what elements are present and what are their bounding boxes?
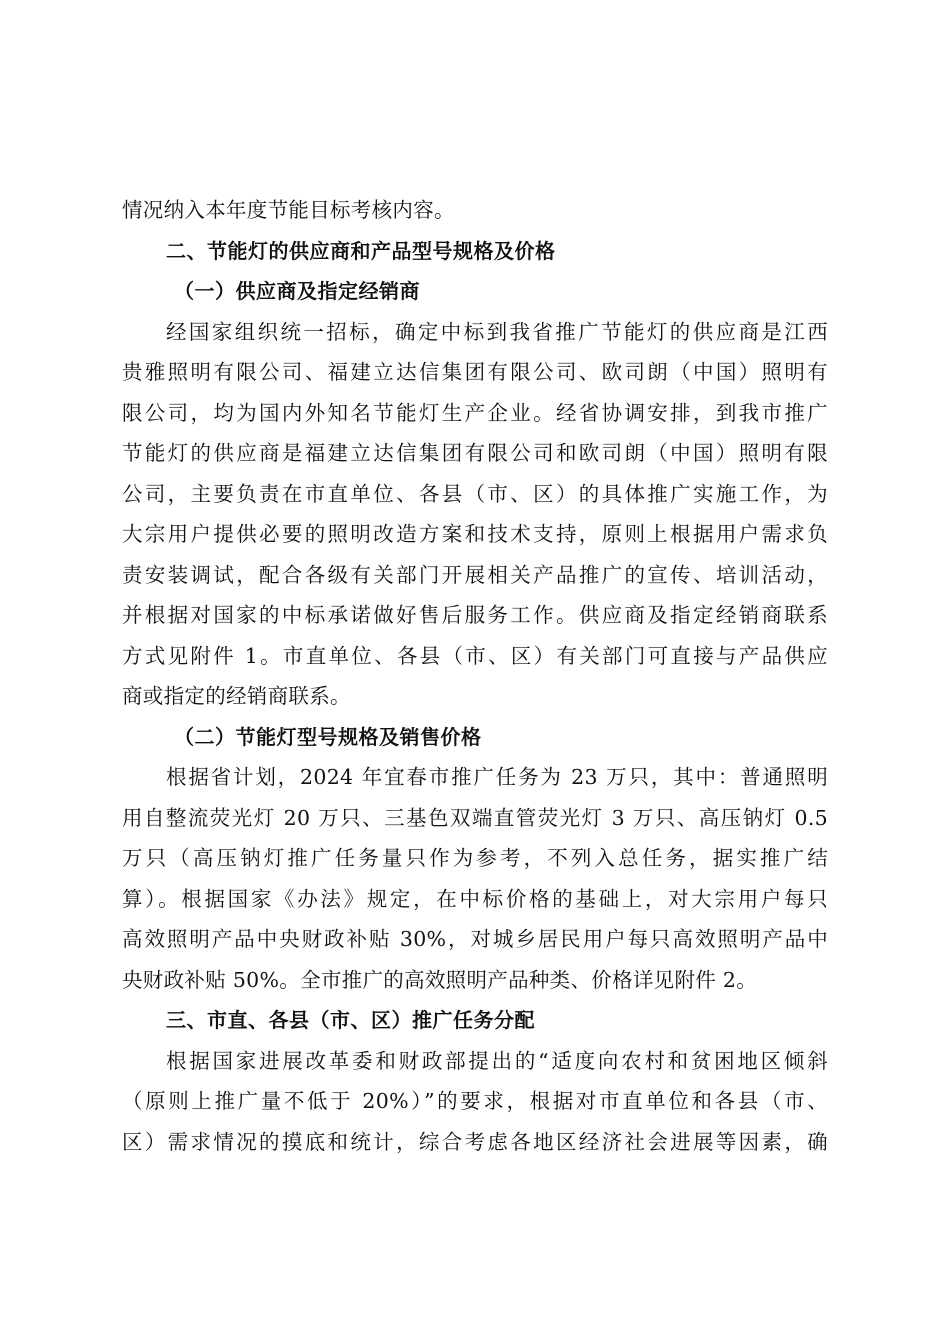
text-line: 高效照明产品中央财政补贴 30%，对城乡居民用户每只高效照明产品中 [122,927,828,951]
text-line: 限公司，均为国内外知名节能灯生产企业。经省协调安排，到我市推广 [122,400,828,425]
text-line: 节能灯的供应商是福建立达信集团有限公司和欧司朗（中国）照明有限 [122,441,828,465]
text-line: 算）。根据国家《办法》规定，在中标价格的基础上，对大宗用户每只 [122,886,828,911]
text-line: 经国家组织统一招标，确定中标到我省推广节能灯的供应商是江西 [166,319,828,344]
text-line: 用自整流荧光灯 20 万只、三基色双端直管荧光灯 3 万只、高压钠灯 0.5 [122,805,828,830]
text-line: 公司，主要负责在市直单位、各县（市、区）的具体推广实施工作，为 [122,481,828,506]
text-line: 央财政补贴 50%。全市推广的高效照明产品种类、价格详见附件 2。 [122,967,758,992]
text-line: 根据国家进展改革委和财政部提出的“适度向农村和贫困地区倾斜 [166,1048,828,1073]
text-line: 贵雅照明有限公司、福建立达信集团有限公司、欧司朗（中国）照明有 [122,360,828,384]
text-line: 根据省计划，2024 年宜春市推广任务为 23 万只，其中：普通照明 [166,765,828,789]
text-line: 大宗用户提供必要的照明改造方案和技术支持，原则上根据用户需求负 [122,522,828,546]
text-line: 万只（高压钠灯推广任务量只作为参考，不列入总任务，据实推广结 [122,846,828,870]
section-heading: 三、市直、各县（市、区）推广任务分配 [166,1008,535,1032]
text-line: 商或指定的经销商联系。 [122,684,351,708]
subsection-heading: （二）节能灯型号规格及销售价格 [174,724,482,749]
document-body [122,190,828,1162]
text-line: 并根据对国家的中标承诺做好售后服务工作。供应商及指定经销商联系 [122,603,828,627]
text-line: 区）需求情况的摸底和统计，综合考虑各地区经济社会进展等因素，确 [122,1129,828,1154]
text-line: 方式见附件 1。市直单位、各县（市、区）有关部门可直接与产品供应 [122,643,828,668]
text-line: 情况纳入本年度节能目标考核内容。 [122,198,455,222]
text-line: （原则上推广量不低于 20%）”的要求，根据对市直单位和各县（市、 [122,1089,828,1113]
subsection-heading: （一）供应商及指定经销商 [174,279,420,303]
section-heading: 二、节能灯的供应商和产品型号规格及价格 [166,238,556,263]
text-line: 责安装调试，配合各级有关部门开展相关产品推广的宣传、培训活动， [122,562,828,587]
